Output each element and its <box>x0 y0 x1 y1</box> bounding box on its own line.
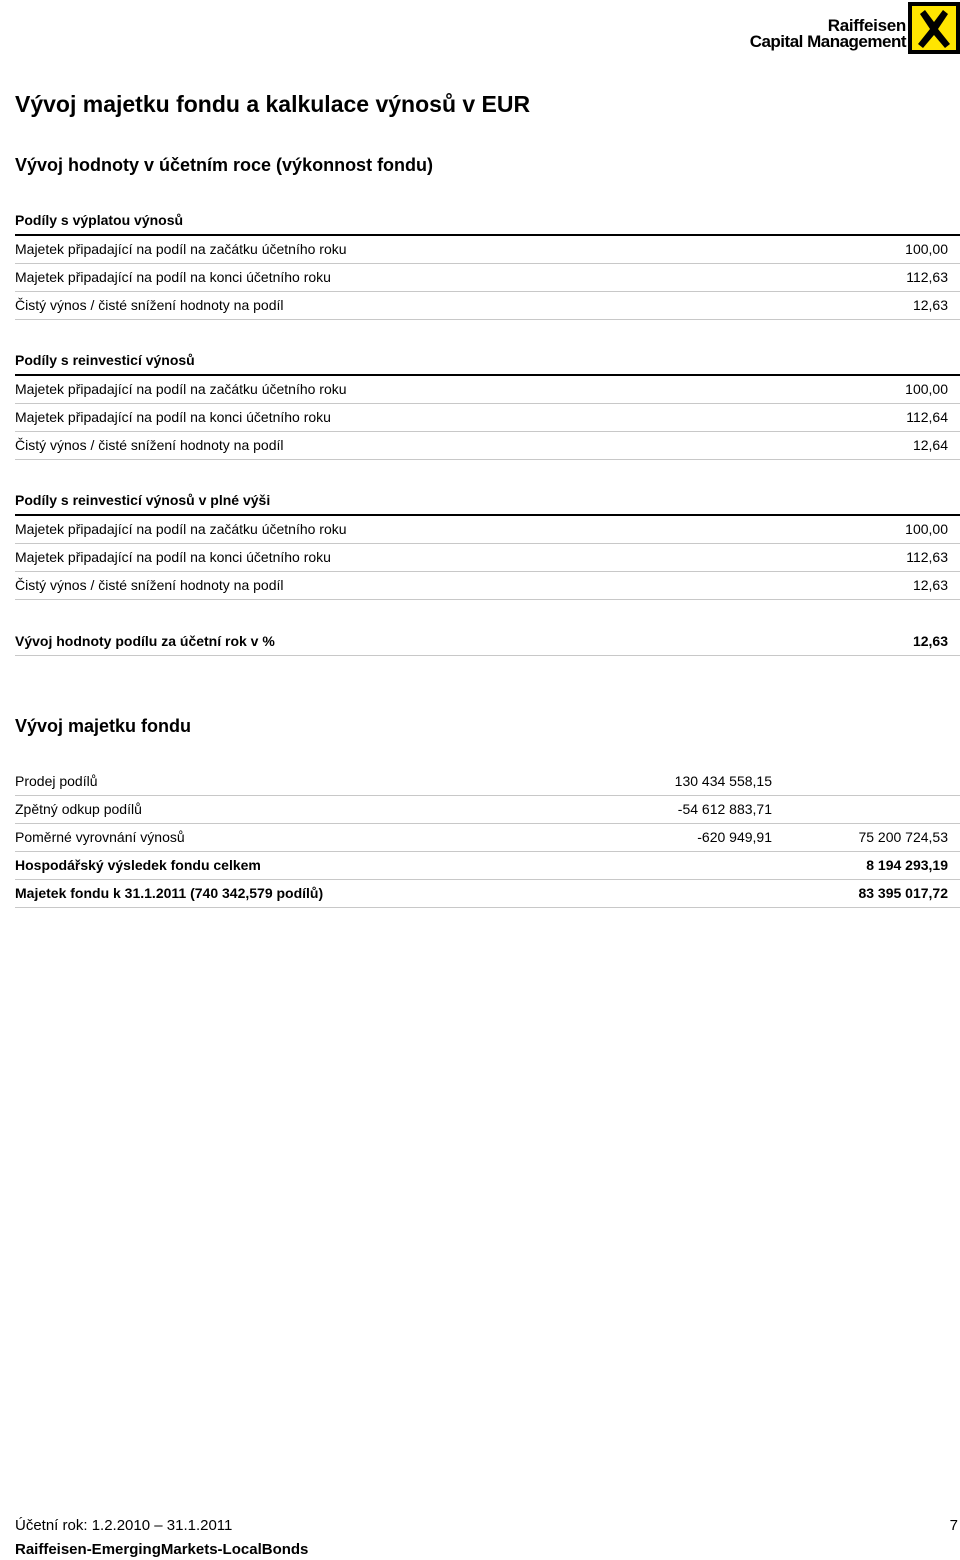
row-label: Majetek připadající na podíl na začátku účetního roku <box>15 381 347 397</box>
table-row <box>15 824 960 852</box>
row-value: 100,00 <box>905 241 948 257</box>
row-value: 75 200 724,53 <box>858 829 948 845</box>
row-label: Majetek připadající na podíl na konci účetního roku <box>15 549 331 565</box>
page-number: 7 <box>949 1517 958 1534</box>
table-row <box>15 516 960 544</box>
row-label: Majetek připadající na podíl na konci účetního roku <box>15 269 331 285</box>
page-title: Vývoj majetku fondu a kalkulace výnosů v EUR <box>15 91 531 117</box>
row-value: 112,63 <box>906 549 948 565</box>
table-row <box>15 796 960 824</box>
block-heading: Podíly s reinvesticí výnosů <box>15 352 195 368</box>
table-row <box>15 236 960 264</box>
table-row <box>15 432 960 460</box>
row-value: 112,63 <box>906 269 948 285</box>
assets-table <box>15 768 960 908</box>
assets-section-title: Vývoj majetku fondu <box>15 716 192 736</box>
row-value: 8 194 293,19 <box>866 857 948 873</box>
table-row <box>15 572 960 600</box>
table-row <box>15 852 960 880</box>
table-row <box>15 880 960 908</box>
footer-fund-name: Raiffeisen-EmergingMarkets-LocalBonds <box>15 1541 309 1558</box>
block-full-reinvestment-shares <box>15 491 960 600</box>
row-label: Hospodářský výsledek fondu celkem <box>15 857 261 873</box>
block-distribution-shares <box>15 211 960 320</box>
summary-row <box>15 628 960 656</box>
row-value: 83 395 017,72 <box>858 885 948 901</box>
row-label: Poměrné vyrovnání výnosů <box>15 829 185 845</box>
row-label: Prodej podílů <box>15 773 98 789</box>
logo-line-1: Raiffeisen <box>827 16 906 35</box>
row-label: Zpětný odkup podílů <box>15 801 142 817</box>
row-value: 12,63 <box>912 577 948 593</box>
row-label: Majetek připadající na podíl na konci účetního roku <box>15 409 331 425</box>
row-value: 112,64 <box>906 409 948 425</box>
row-label: Čistý výnos / čisté snížení hodnoty na podíl <box>15 577 284 593</box>
row-mid-value: -54 612 883,71 <box>677 801 772 817</box>
block-heading: Podíly s reinvesticí výnosů v plné výši <box>15 492 271 508</box>
row-label: Majetek připadající na podíl na začátku účetního roku <box>15 521 347 537</box>
table-row <box>15 544 960 572</box>
table-row <box>15 264 960 292</box>
table-row <box>15 292 960 320</box>
row-label: Majetek fondu k 31.1.2011 (740 342,579 podílů) <box>15 885 324 901</box>
table-row <box>15 376 960 404</box>
row-label: Čistý výnos / čisté snížení hodnoty na podíl <box>15 297 284 313</box>
row-mid-value: -620 949,91 <box>697 829 772 845</box>
performance-summary <box>15 628 960 656</box>
row-mid-value: 130 434 558,15 <box>674 773 772 789</box>
summary-value: 12,63 <box>912 633 948 649</box>
row-value: 12,63 <box>912 297 948 313</box>
table-row <box>15 768 960 796</box>
summary-label: Vývoj hodnoty podílu za účetní rok v % <box>15 633 275 649</box>
logo-line-2: Capital Management <box>749 32 906 51</box>
block-heading: Podíly s výplatou výnosů <box>15 212 184 228</box>
footer-period: Účetní rok: 1.2.2010 – 31.1.2011 <box>15 1517 233 1534</box>
raiffeisen-logo <box>730 0 960 60</box>
row-value: 12,64 <box>912 437 948 453</box>
row-value: 100,00 <box>905 521 948 537</box>
block-reinvestment-shares <box>15 351 960 460</box>
gable-cross-icon <box>908 2 960 54</box>
row-value: 100,00 <box>905 381 948 397</box>
performance-section-title: Vývoj hodnoty v účetním roce (výkonnost fondu) <box>15 155 434 175</box>
table-row <box>15 404 960 432</box>
row-label: Čistý výnos / čisté snížení hodnoty na podíl <box>15 437 284 453</box>
row-label: Majetek připadající na podíl na začátku účetního roku <box>15 241 347 257</box>
